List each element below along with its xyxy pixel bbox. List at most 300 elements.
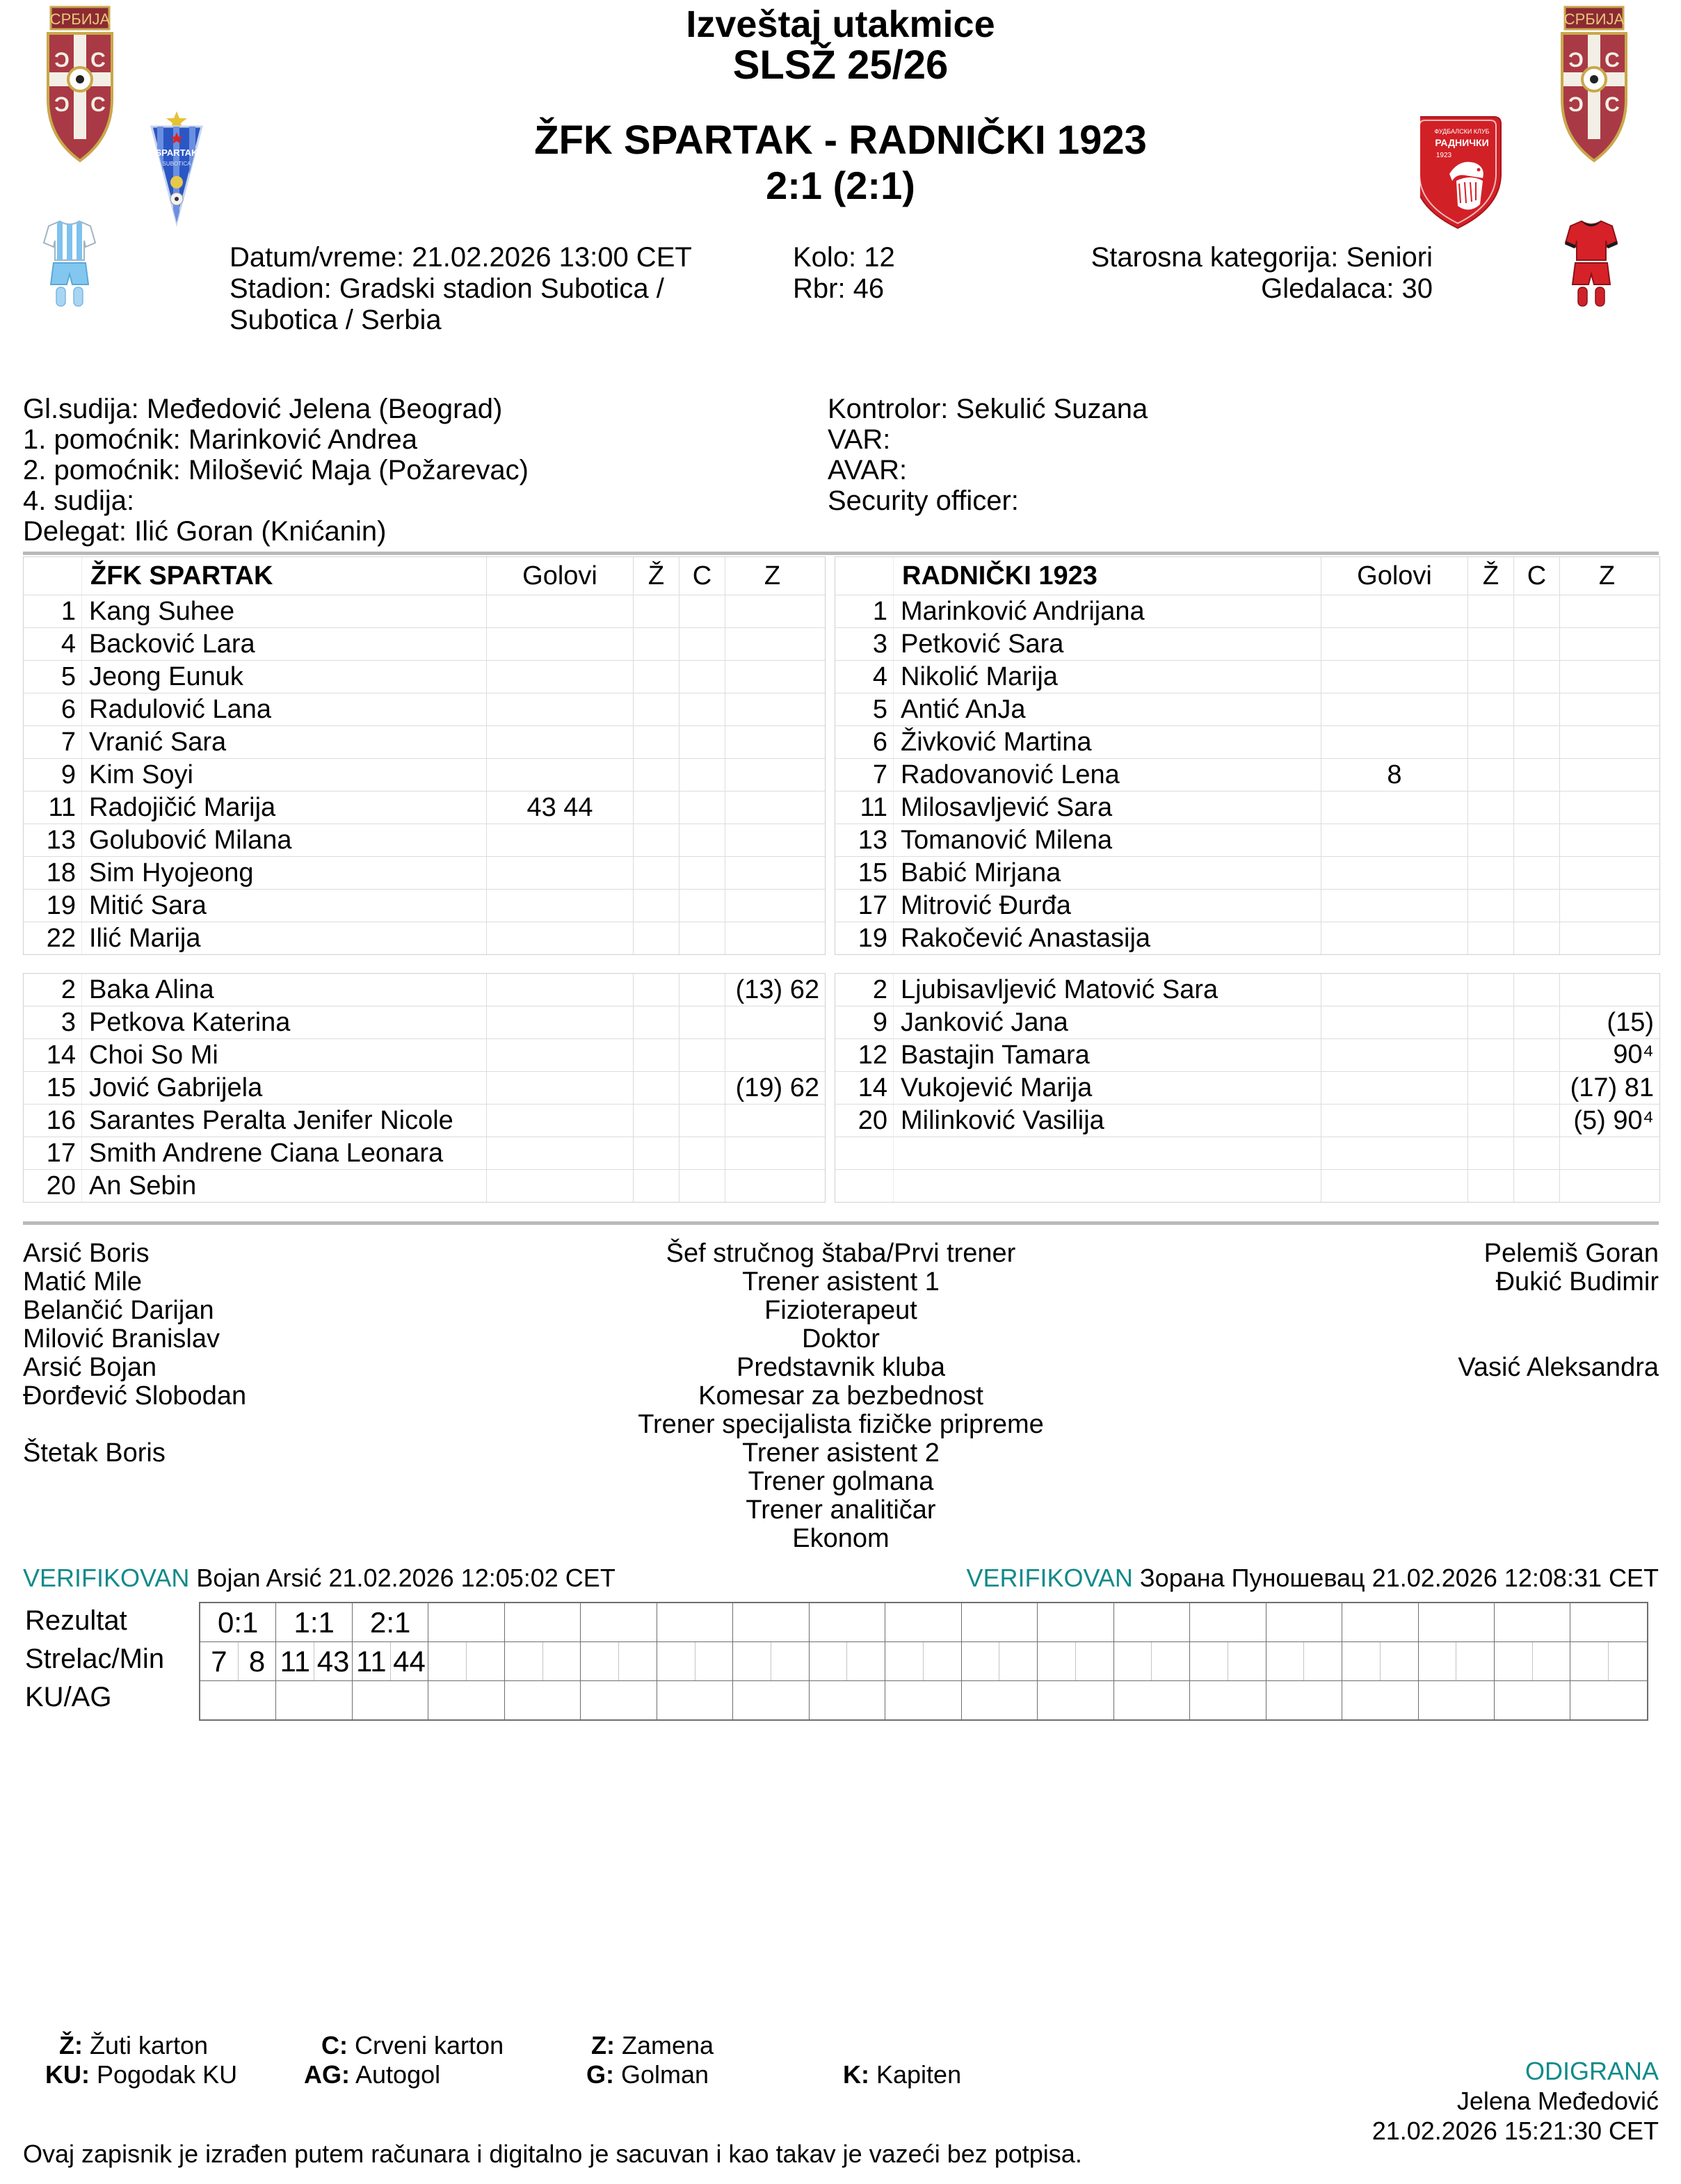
scorer-number-cell	[962, 1642, 1000, 1680]
player-substitution	[725, 890, 825, 922]
match-round: Kolo: 12	[793, 242, 895, 273]
kuag-cell	[1570, 1681, 1646, 1719]
svg-text:C: C	[1604, 93, 1620, 116]
player-yellow-card	[634, 628, 679, 660]
player-number: 17	[835, 890, 894, 922]
player-number: 12	[835, 1039, 894, 1071]
player-goals	[487, 857, 634, 889]
player-substitution	[1560, 824, 1659, 856]
officials-right	[828, 394, 1148, 516]
player-name: Bastajin Tamara	[894, 1039, 1321, 1071]
scorer-row-label: Strelac/Min	[25, 1644, 165, 1674]
player-substitution	[725, 726, 825, 758]
away-staff-name: Pelemiš Goran	[1483, 1239, 1659, 1268]
staff-role: Trener golmana	[748, 1467, 934, 1496]
verification-home-status: VERIFIKOVAN	[23, 1564, 190, 1592]
player-name	[894, 1137, 1321, 1169]
player-yellow-card	[1468, 1170, 1514, 1202]
scorer-number-cell	[1038, 1642, 1076, 1680]
staff-row	[23, 1354, 1659, 1382]
player-red-card	[679, 1137, 725, 1169]
player-yellow-card	[634, 726, 679, 758]
player-goals	[487, 693, 634, 725]
player-substitution	[1560, 1039, 1659, 1071]
player-name: Backović Lara	[82, 628, 487, 660]
score-cell	[1495, 1603, 1570, 1641]
player-red-card	[1514, 974, 1560, 1006]
player-goals	[1321, 792, 1468, 824]
player-row	[835, 693, 1659, 725]
player-goals	[1321, 857, 1468, 889]
player-red-card	[679, 824, 725, 856]
player-number: 11	[24, 792, 82, 824]
official-entry: Delegat: Ilić Goran (Knićanin)	[23, 516, 387, 547]
player-row	[24, 791, 825, 824]
player-red-card	[1514, 890, 1560, 922]
player-number: 15	[24, 1072, 82, 1104]
official-entry: AVAR:	[828, 455, 908, 485]
player-substitution	[1560, 1137, 1659, 1169]
player-row	[24, 595, 825, 627]
player-yellow-card	[634, 857, 679, 889]
player-substitution	[1560, 595, 1659, 627]
player-yellow-card	[634, 974, 679, 1006]
player-red-card	[1514, 1105, 1560, 1137]
match-number: Rbr: 46	[793, 273, 885, 304]
scorer-minute-cell	[543, 1642, 581, 1680]
kuag-cell	[1190, 1681, 1266, 1719]
staff-role: Ekonom	[792, 1524, 890, 1553]
golovi-header: Golovi	[487, 557, 634, 595]
player-number: 2	[24, 974, 82, 1006]
player-yellow-card	[1468, 661, 1514, 693]
kuag-cell	[1038, 1681, 1113, 1719]
player-yellow-card	[1468, 628, 1514, 660]
player-row	[24, 1137, 825, 1169]
footer-note: Ovaj zapisnik je izrađen putem računara i digitalno je sacuvan i kao takav je vazeći bez potpisa.	[23, 2139, 1082, 2168]
player-name: Rakočević Anastasija	[894, 922, 1321, 954]
score-cell	[428, 1603, 504, 1641]
scorer-number-cell	[581, 1642, 619, 1680]
player-red-card	[1514, 693, 1560, 725]
player-goals	[487, 726, 634, 758]
player-row	[24, 1006, 825, 1038]
player-substitution	[1560, 792, 1659, 824]
player-yellow-card	[1468, 1039, 1514, 1071]
player-row	[835, 595, 1659, 627]
player-yellow-card	[634, 1039, 679, 1071]
player-yellow-card	[1468, 922, 1514, 954]
legend-key: C:	[321, 2031, 348, 2059]
player-goals	[487, 1137, 634, 1169]
home-roster-table	[23, 556, 826, 955]
player-red-card	[1514, 628, 1560, 660]
kuag-cell	[962, 1681, 1038, 1719]
scorer-number-cell	[1190, 1642, 1228, 1680]
player-number: 14	[835, 1072, 894, 1104]
scorer-minute-cell	[1304, 1642, 1342, 1680]
legend-item: K: Kapiten	[843, 2060, 962, 2089]
player-substitution	[1560, 726, 1659, 758]
player-row	[24, 725, 825, 758]
player-goals	[1321, 1072, 1468, 1104]
team-name: RADNIČKI 1923	[894, 557, 1321, 595]
score-cell: 1:1	[276, 1603, 352, 1641]
verification-away-text: Зорана Пуношевац 21.02.2026 12:08:31 CET	[1139, 1564, 1659, 1592]
svg-text:C: C	[90, 49, 106, 72]
player-yellow-card	[1468, 1137, 1514, 1169]
match-stadium: Stadion: Gradski stadion Subotica / Subotica / Serbia	[230, 273, 664, 335]
spartak-logo-name: SPARTAK	[155, 147, 198, 158]
staff-row	[23, 1325, 1659, 1354]
kuag-cell	[810, 1681, 885, 1719]
radnicki-logo-top-text: ФУДБАЛСКИ КЛУБ	[1434, 128, 1490, 135]
score-cell	[1570, 1603, 1646, 1641]
player-goals	[487, 824, 634, 856]
player-goals	[487, 661, 634, 693]
player-number: 19	[835, 922, 894, 954]
player-number: 11	[835, 792, 894, 824]
player-red-card	[1514, 1170, 1560, 1202]
competition-title: SLSŽ 25/26	[732, 42, 949, 88]
player-row	[24, 660, 825, 693]
red-card-header: C	[679, 557, 725, 595]
player-number: 13	[24, 824, 82, 856]
match-info-left	[230, 242, 751, 336]
match-datetime: Datum/vreme: 21.02.2026 13:00 CET	[230, 242, 692, 273]
player-red-card	[679, 890, 725, 922]
player-red-card	[679, 1006, 725, 1038]
player-goals	[1321, 974, 1468, 1006]
player-number: 7	[835, 759, 894, 791]
score-cell	[657, 1603, 733, 1641]
legend-key: G:	[586, 2060, 614, 2089]
result-kuag-row	[200, 1680, 1647, 1719]
spartak-logo-city: SUBOTICA	[162, 161, 191, 167]
home-staff-name: Štetak Boris	[23, 1438, 166, 1468]
player-row	[835, 889, 1659, 922]
player-name: Milinković Vasilija	[894, 1105, 1321, 1137]
substitution-header: Z	[764, 561, 781, 591]
scorer-number-cell	[733, 1642, 771, 1680]
scorer-minute-cell	[847, 1642, 885, 1680]
legend-item: G: Golman	[586, 2060, 709, 2089]
scorer-number-cell	[1495, 1642, 1533, 1680]
player-name: Kang Suhee	[82, 595, 487, 627]
roster-header-row	[24, 557, 825, 595]
player-yellow-card	[634, 922, 679, 954]
official-entry: 4. sudija:	[23, 485, 135, 516]
player-goals	[1321, 1170, 1468, 1202]
radnicki-club-logo	[1420, 114, 1504, 236]
home-staff-name: Arsić Boris	[23, 1239, 150, 1268]
player-number: 1	[835, 595, 894, 627]
scorer-number-cell: 11	[353, 1642, 391, 1680]
scorer-minute-cell	[999, 1642, 1038, 1680]
scorer-number-cell	[1114, 1642, 1152, 1680]
staff-row	[23, 1496, 1659, 1525]
scorer-number-cell	[885, 1642, 924, 1680]
player-yellow-card	[1468, 857, 1514, 889]
player-name	[894, 1170, 1321, 1202]
scorer-number-cell	[1419, 1642, 1457, 1680]
scorer-minute-cell	[695, 1642, 734, 1680]
staff-row	[23, 1525, 1659, 1553]
score-cell: 2:1	[353, 1603, 428, 1641]
officials-left	[23, 394, 529, 547]
player-goals: 8	[1321, 759, 1468, 791]
player-number: 6	[24, 693, 82, 725]
player-goals	[1321, 595, 1468, 627]
home-staff-name: Matić Mile	[23, 1267, 143, 1296]
report-title: Izveštaj utakmice	[686, 3, 995, 45]
player-red-card	[679, 628, 725, 660]
scorer-number-cell	[1342, 1642, 1381, 1680]
kuag-cell	[657, 1681, 733, 1719]
player-name: Radulović Lana	[82, 693, 487, 725]
player-yellow-card	[634, 824, 679, 856]
player-yellow-card	[1468, 792, 1514, 824]
player-goals	[487, 1039, 634, 1071]
match-score: 2:1 (2:1)	[766, 163, 915, 207]
official-entry: VAR:	[828, 424, 891, 455]
scorer-minute-cell	[1456, 1642, 1495, 1680]
player-red-card	[679, 693, 725, 725]
player-name: Ilić Marija	[82, 922, 487, 954]
signoff-block	[963, 2056, 1659, 2146]
verification-away	[963, 1564, 1659, 1593]
scorer-minute-cell	[1228, 1642, 1266, 1680]
player-goals: 43 44	[487, 792, 634, 824]
kuag-cell	[505, 1681, 581, 1719]
staff-role: Doktor	[802, 1324, 880, 1354]
player-row	[24, 889, 825, 922]
staff-row	[23, 1468, 1659, 1496]
staff-row	[23, 1296, 1659, 1325]
player-number: 3	[835, 628, 894, 660]
player-red-card	[679, 595, 725, 627]
player-number: 9	[24, 759, 82, 791]
scorer-number-cell	[505, 1642, 543, 1680]
player-number: 15	[835, 857, 894, 889]
kuag-cell	[1266, 1681, 1342, 1719]
player-substitution	[725, 1006, 825, 1038]
scorer-number-cell	[428, 1642, 467, 1680]
home-staff-name: Đorđević Slobodan	[23, 1381, 247, 1411]
player-goals	[487, 628, 634, 660]
player-name: Jović Gabrijela	[82, 1072, 487, 1104]
player-row	[24, 856, 825, 889]
roster-header-row	[835, 557, 1659, 595]
player-red-card	[679, 792, 725, 824]
svg-text:Ɔ: Ɔ	[1568, 93, 1584, 116]
score-cell	[1114, 1603, 1190, 1641]
roster-header-num	[24, 557, 82, 595]
svg-text:Ɔ: Ɔ	[54, 49, 70, 72]
player-name: Mitrović Đurđa	[894, 890, 1321, 922]
player-substitution	[1560, 628, 1659, 660]
result-score-row	[200, 1603, 1647, 1641]
kuag-cell	[1342, 1681, 1418, 1719]
player-goals	[1321, 1006, 1468, 1038]
legend-key: KU:	[45, 2060, 90, 2089]
scorer-number-cell: 11	[276, 1642, 314, 1680]
player-row	[835, 1169, 1659, 1202]
player-name: Vranić Sara	[82, 726, 487, 758]
player-red-card	[1514, 1006, 1560, 1038]
staff-role: Trener analitičar	[746, 1495, 936, 1525]
scorer-number-cell	[1570, 1642, 1609, 1680]
player-red-card	[1514, 661, 1560, 693]
player-goals	[487, 1006, 634, 1038]
player-goals	[487, 595, 634, 627]
home-staff-name: Belančić Darijan	[23, 1296, 214, 1325]
staff-role: Fizioterapeut	[764, 1296, 917, 1325]
kuag-cell	[276, 1681, 352, 1719]
player-goals	[487, 1072, 634, 1104]
player-name: Radojičić Marija	[82, 792, 487, 824]
staff-role: Trener asistent 2	[742, 1438, 940, 1468]
scorer-minute-cell	[467, 1642, 505, 1680]
player-substitution	[1560, 759, 1659, 791]
legend-item: Ž: Žuti karton	[59, 2031, 209, 2059]
player-number: 1	[24, 595, 82, 627]
player-row	[835, 758, 1659, 791]
player-number	[835, 1170, 894, 1202]
player-row	[24, 758, 825, 791]
match-status: ODIGRANA	[1525, 2057, 1659, 2085]
player-substitution	[725, 693, 825, 725]
home-staff-name: Arsić Bojan	[23, 1353, 157, 1382]
player-substitution	[725, 824, 825, 856]
result-row-label: Rezultat	[25, 1605, 127, 1636]
match-category: Starosna kategorija: Seniori	[1091, 242, 1433, 273]
scorer-minute-cell	[619, 1642, 657, 1680]
score-cell	[1266, 1603, 1342, 1641]
staff-row	[23, 1382, 1659, 1411]
player-red-card	[679, 857, 725, 889]
player-red-card	[679, 1105, 725, 1137]
player-red-card	[1514, 1072, 1560, 1104]
serbia-banner-text: СРБИЈА	[49, 10, 111, 28]
player-row	[835, 824, 1659, 856]
player-name: Petković Sara	[894, 628, 1321, 660]
player-goals	[1321, 661, 1468, 693]
signoff-timestamp: 21.02.2026 15:21:30 CET	[1372, 2117, 1659, 2145]
legend-item: Z: Zamena	[591, 2031, 714, 2059]
scorer-minute-cell	[1076, 1642, 1114, 1680]
scorer-minute-cell	[924, 1642, 962, 1680]
kuag-cell	[200, 1681, 276, 1719]
player-yellow-card	[1468, 974, 1514, 1006]
player-number: 14	[24, 1039, 82, 1071]
player-red-card	[1514, 595, 1560, 627]
scorer-minute-cell: 44	[391, 1642, 429, 1680]
player-substitution	[1560, 922, 1659, 954]
away-roster-table	[835, 556, 1660, 955]
score-cell	[962, 1603, 1038, 1641]
player-red-card	[1514, 1137, 1560, 1169]
score-cell	[1342, 1603, 1418, 1641]
player-goals	[1321, 1105, 1468, 1137]
team-name: ŽFK SPARTAK	[82, 557, 487, 595]
score-cell	[1038, 1603, 1113, 1641]
legend-item: KU: Pogodak KU	[45, 2060, 238, 2089]
official-entry: Gl.sudija: Međedović Jelena (Beograd)	[23, 394, 503, 424]
scorer-minute-cell	[1533, 1642, 1571, 1680]
substitution-header: Z	[1598, 561, 1616, 591]
player-red-card	[1514, 922, 1560, 954]
player-yellow-card	[634, 1137, 679, 1169]
player-yellow-card	[1468, 726, 1514, 758]
player-yellow-card	[634, 759, 679, 791]
section-divider-2	[23, 1221, 1659, 1225]
player-name: An Sebin	[82, 1170, 487, 1202]
player-yellow-card	[634, 1170, 679, 1202]
player-substitution	[1560, 974, 1659, 1006]
kuag-cell	[581, 1681, 657, 1719]
player-substitution	[725, 628, 825, 660]
result-timeline-table	[199, 1602, 1648, 1721]
player-name: Nikolić Marija	[894, 661, 1321, 693]
player-name: Tomanović Milena	[894, 824, 1321, 856]
player-yellow-card	[634, 1105, 679, 1137]
score-cell	[581, 1603, 657, 1641]
home-kit-icon	[42, 220, 97, 311]
player-yellow-card	[1468, 890, 1514, 922]
scorer-number-cell	[1266, 1642, 1305, 1680]
player-row	[835, 791, 1659, 824]
player-yellow-card	[1468, 595, 1514, 627]
serbia-banner-text: СРБИЈА	[1563, 10, 1625, 28]
player-goals	[1321, 693, 1468, 725]
legend-item: AG: Autogol	[304, 2060, 441, 2089]
player-number: 4	[24, 628, 82, 660]
svg-text:Ɔ: Ɔ	[1568, 49, 1584, 72]
player-number: 2	[835, 974, 894, 1006]
player-row	[24, 1071, 825, 1104]
player-substitution	[1560, 1170, 1659, 1202]
player-goals	[1321, 726, 1468, 758]
golovi-header: Golovi	[1321, 557, 1468, 595]
legend-key: K:	[843, 2060, 869, 2089]
staff-role: Trener asistent 1	[742, 1267, 940, 1296]
score-cell	[1190, 1603, 1266, 1641]
player-name: Milosavljević Sara	[894, 792, 1321, 824]
scorer-minute-cell: 8	[239, 1642, 277, 1680]
player-goals	[1321, 824, 1468, 856]
section-divider-1	[23, 552, 1659, 555]
player-red-card	[679, 974, 725, 1006]
player-row	[835, 1137, 1659, 1169]
staff-row	[23, 1268, 1659, 1296]
radnicki-logo-year: 1923	[1435, 152, 1452, 159]
player-yellow-card	[634, 595, 679, 627]
player-name: Antić AnJa	[894, 693, 1321, 725]
kuag-cell	[1495, 1681, 1570, 1719]
player-yellow-card	[1468, 1105, 1514, 1137]
player-name: Mitić Sara	[82, 890, 487, 922]
score-cell	[505, 1603, 581, 1641]
player-row	[24, 1038, 825, 1071]
player-red-card	[1514, 792, 1560, 824]
player-row	[24, 627, 825, 660]
radnicki-logo-name: РАДНИЧКИ	[1435, 137, 1489, 148]
player-name: Choi So Mi	[82, 1039, 487, 1071]
staff-row	[23, 1239, 1659, 1268]
player-number: 17	[24, 1137, 82, 1169]
player-substitution	[725, 1039, 825, 1071]
